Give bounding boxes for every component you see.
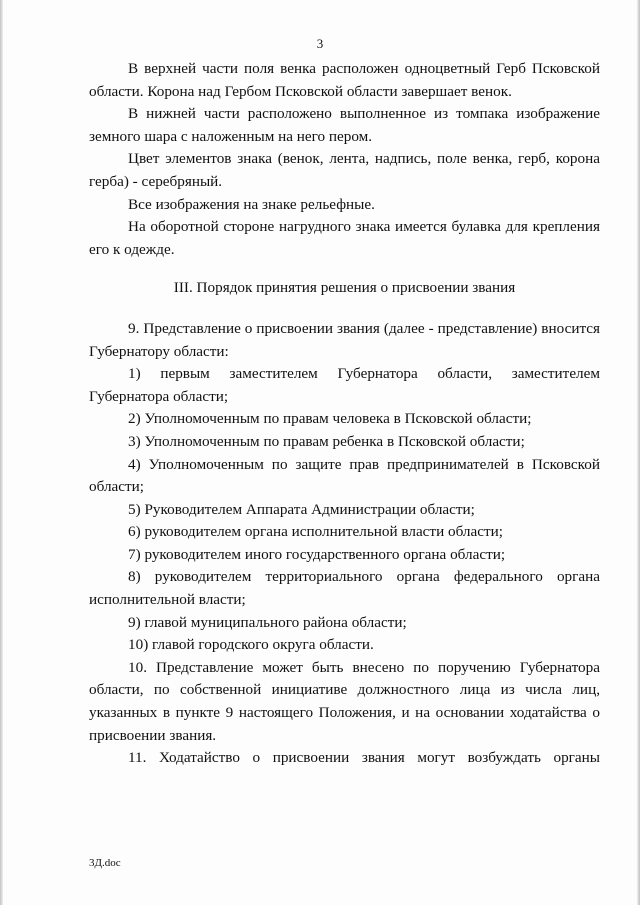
footer-filename: 3Д.doc [89,857,121,869]
paragraph-wreath-coat-of-arms: В верхней части поля венка расположен одноцветный Герб Псковской области. Корона над Гербом Псковской области завершает венок. [89,60,600,100]
paragraph-item-9: 9. Представление о присвоении звания (далее - представление) вносится Губернатору области: [89,319,600,360]
section-heading: III. Порядок принятия решения о присвоении звания [173,279,516,297]
document-body [89,58,600,770]
paragraph-relief: Все изображения на знаке рельефные. [128,195,375,213]
list-item-6: 6) руководителем органа исполнительной власти области; [128,523,503,541]
list-item-2: 2) Уполномоченным по правам человека в Псковской области; [128,410,532,428]
list-item-3: 3) Уполномоченным по правам ребенка в Псковской области; [128,432,525,450]
paragraph-pin: На оборотной стороне нагрудного знака имеется булавка для крепления его к одежде. [89,218,600,258]
list-item-9: 9) главой муниципального района области; [128,613,407,631]
scan-edge-left [0,0,3,905]
list-item-1: 1) первым заместителем Губернатора области, заместителем Губернатора области; [89,365,600,405]
list-item-7: 7) руководителем иного государственного органа области; [128,545,506,563]
page-number: 3 [316,36,324,51]
list-item-8: 8) руководителем территориального органа федерального органа исполнительной власти; [89,568,600,609]
spacer [89,261,600,277]
paragraph-item-11: 11. Ходатайство о присвоении звания могут возбуждать органы [128,749,600,767]
spacer [89,300,600,318]
list-item-4: 4) Уполномоченным по защите прав предпринимателей в Псковской области; [89,455,600,496]
paragraph-color: Цвет элементов знака (венок, лента, надпись, поле венка, герб, корона герба) - серебряный. [89,150,600,190]
list-item-5: 5) Руководителем Аппарата Администрации области; [128,500,475,518]
paragraph-item-10: 10. Представление может быть внесено по поручению Губернатора области, по собственной инициативе должностного лица из числа лиц, указанных в пункте 9 настоящего Положения, и на основании ходатайства о присвоении звания. [89,658,600,744]
paragraph-globe-pen: В нижней части расположено выполненное из томпака изображение земного шара с наложенным на него пером. [89,105,600,145]
list-item-10: 10) главой городского округа области. [128,636,374,654]
